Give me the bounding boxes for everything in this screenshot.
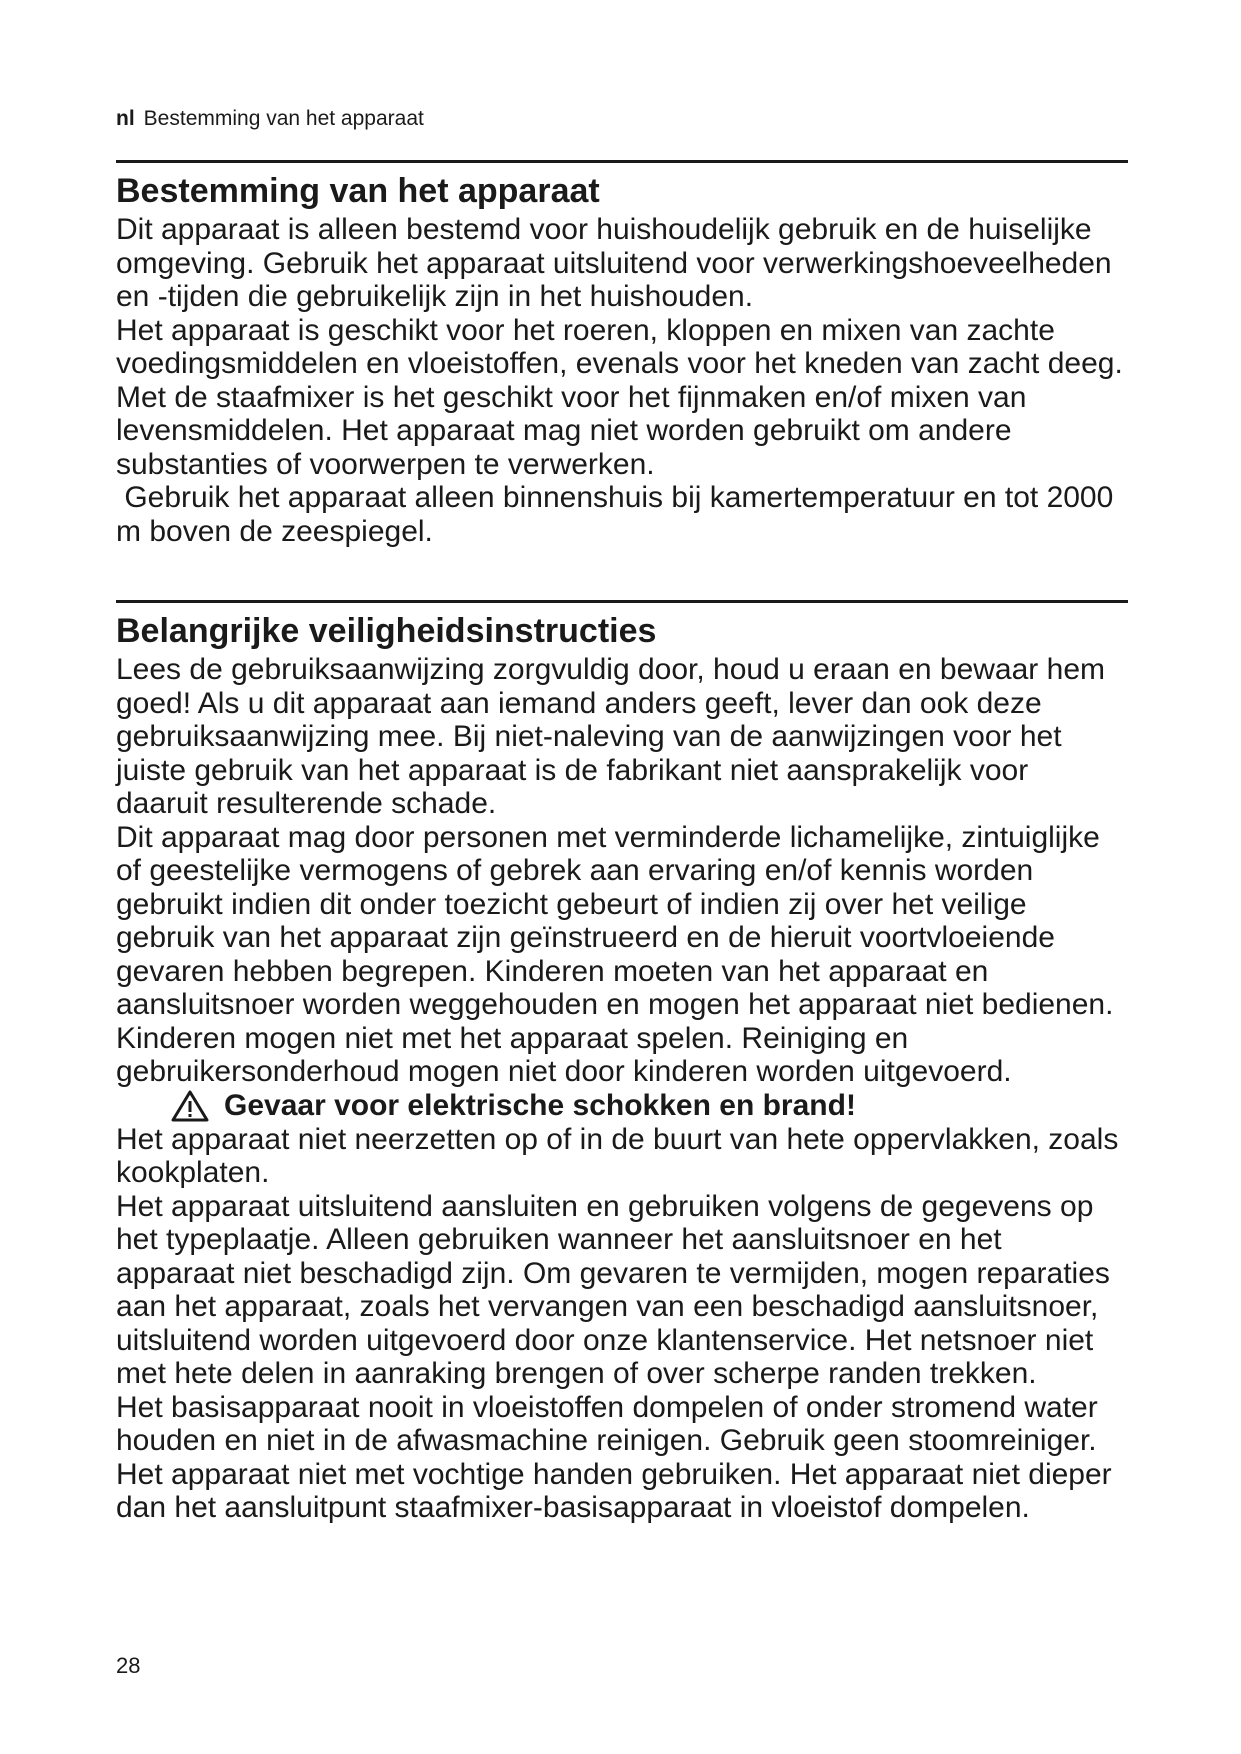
page-number: 28: [116, 1653, 141, 1678]
paragraph: Gebruik het apparaat alleen binnenshuis bij kamertemperatuur en tot 2000 m boven de zeespiegel.: [116, 481, 1122, 548]
section-divider: [116, 160, 1128, 163]
section-title: Belangrijke veiligheidsinstructies: [116, 612, 657, 650]
section-title: Bestemming van het apparaat: [116, 172, 600, 210]
paragraph: Het apparaat niet neerzetten op of in de buurt van hete oppervlakken, zoals kookplaten.: [116, 1122, 1119, 1189]
section-divider: [116, 600, 1128, 603]
section-safety-instructions: [116, 600, 1128, 1525]
paragraph: Lees de gebruiksaanwijzing zorgvuldig door, houd u eraan en bewaar hem goed! Als u dit apparaat aan iemand anders geeft, lever dan ook deze gebruiksaanwijzing mee. Bij niet-naleving van de aanwijzingen voor het juiste gebruik van het apparaat is de fabrikant niet aansprakelijk voor daaruit resulterende schade.: [116, 653, 1105, 820]
running-header: [116, 105, 424, 133]
section-intended-use: [116, 160, 1128, 548]
paragraph: Het apparaat is geschikt voor het roeren, kloppen en mixen van zachte voedingsmiddelen en vloeistoffen, evenals voor het kneden van zacht deeg. Met de staafmixer is het geschikt voor het fijnmaken en/of mixen van levensmiddelen. Het apparaat mag niet worden gebruikt om andere substanties of voorwerpen te verwerken.: [116, 313, 1123, 481]
paragraph: Dit apparaat mag door personen met verminderde lichamelijke, zintuiglijke of geestelijke vermogens of gebrek aan ervaring en/of kennis worden gebruikt indien dit onder toezicht gebeurt of indien zij over het veilige gebruik van het apparaat zijn geïnstrueerd en de hieruit voortvloeiende gevaren hebben begrepen. Kinderen moeten van het apparaat en aansluitsnoer worden weggehouden en mogen het apparaat niet bedienen. Kinderen mogen niet met het apparaat spelen. Reiniging en gebruikersonderhoud mogen niet door kinderen worden uitgevoerd.: [116, 820, 1114, 1088]
paragraph: Het basisapparaat nooit in vloeistoffen dompelen of onder stromend water houden en niet in de afwasmachine reinigen. Gebruik geen stoomreiniger. Het apparaat niet met vochtige handen gebruiken. Het apparaat niet dieper dan het aansluitpunt staafmixer-basisapparaat in vloeistof dompelen.: [116, 1390, 1112, 1524]
warning-triangle-icon: [170, 1089, 210, 1123]
paragraph: Het apparaat uitsluitend aansluiten en gebruiken volgens de gegevens op het typeplaatje. Alleen gebruiken wanneer het aansluitsnoer en het apparaat niet beschadigd zijn. Om gevaren te vermijden, mogen reparaties aan het apparaat, zoals het vervangen van een beschadigd aansluitsnoer, uitsluitend worden uitgevoerd door onze klantenservice. Het netsnoer niet met hete delen in aanraking brengen of over scherpe randen trekken.: [116, 1189, 1110, 1390]
language-code: nl: [116, 107, 135, 130]
warning-body: [116, 1123, 1128, 1525]
section-body: [116, 213, 1128, 548]
warning-heading: [170, 1089, 1128, 1123]
warning-title: Gevaar voor elektrische schokken en brand!: [224, 1088, 856, 1122]
running-header-title: Bestemming van het apparaat: [143, 107, 424, 130]
section-body: [116, 653, 1128, 1089]
paragraph: Dit apparaat is alleen bestemd voor huishoudelijk gebruik en de huiselijke omgeving. Gebruik het apparaat uitsluitend voor verwerkingshoeveelheden en -tijden die gebruikelijk zijn in het huishouden.: [116, 213, 1112, 313]
